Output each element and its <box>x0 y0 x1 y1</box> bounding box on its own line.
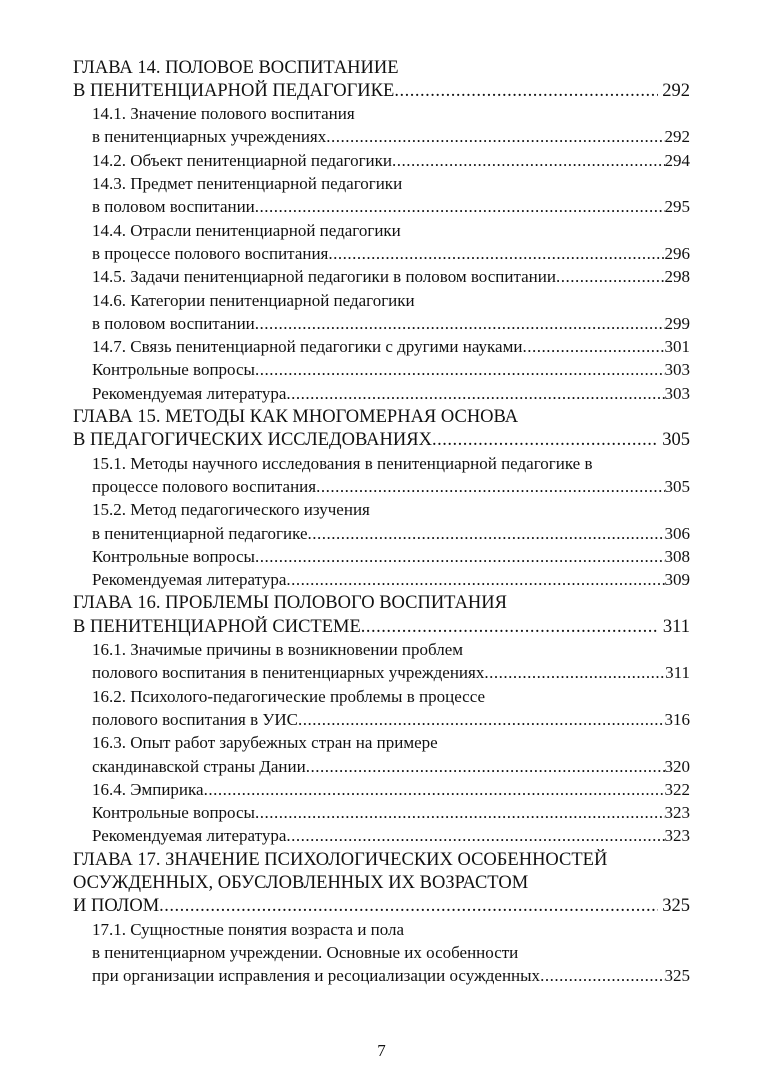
toc-section-line <box>92 639 690 661</box>
toc-entry-title: Контрольные вопросы <box>92 546 255 566</box>
toc-entry-title: 16.1. Значимые причины в возникновении проблем <box>92 640 464 659</box>
toc-entry-title: Контрольные вопросы <box>92 360 255 380</box>
toc-entry-title: процессе полового воспитания <box>92 476 317 496</box>
toc-entry-title: 14.4. Отрасли пенитенциарной педагогики <box>92 220 401 240</box>
toc-section-line <box>92 686 690 708</box>
toc-entry-title: в пенитенциарном учреждении. Основные их особенности <box>92 942 519 962</box>
toc-entry-title: 15.1. Методы научного исследования в пенитенциарной педагогике в <box>92 453 593 473</box>
toc-entry-page: 323 <box>664 803 690 823</box>
toc-section-line <box>92 290 690 312</box>
toc-entry-title: ОСУЖДЕННЫХ, ОБУСЛОВЛЕННЫХ ИХ ВОЗРАСТОМ <box>73 873 529 893</box>
toc-leader-dots <box>255 196 665 218</box>
toc-entry-page: 305 <box>662 430 690 451</box>
toc-entry-page: 292 <box>664 127 690 147</box>
toc-entry-page: 325 <box>662 896 690 917</box>
toc-section-line <box>92 220 690 242</box>
toc-section-line <box>92 802 690 824</box>
toc-section-line <box>92 965 690 987</box>
toc-section-line <box>92 126 690 148</box>
toc-entry-page: 296 <box>664 243 690 263</box>
toc-leader-dots <box>484 662 665 684</box>
toc-leader-dots <box>392 150 665 172</box>
toc-entry-title: при организации исправления и ресоциализации осужденных <box>92 966 541 986</box>
toc-leader-dots <box>298 709 664 731</box>
toc-entry-title: 14.7. Связь пенитенциарной педагогики с другими науками <box>92 337 523 357</box>
toc-entry-page: 298 <box>664 267 690 287</box>
toc-section-line <box>92 662 690 684</box>
toc-section-line <box>92 569 690 591</box>
toc-entry-page: 305 <box>664 476 690 496</box>
toc-entry-page: 308 <box>664 546 690 566</box>
toc-entry-page: 316 <box>664 709 690 729</box>
toc-entry-page: 299 <box>664 313 690 333</box>
toc-entry-page: 322 <box>664 779 690 799</box>
toc-chapter-line <box>73 872 690 894</box>
toc-section-line <box>92 942 690 964</box>
toc-leader-dots <box>306 756 665 778</box>
toc-section-line <box>92 756 690 778</box>
toc-section-line <box>92 266 690 288</box>
toc-leader-dots <box>286 569 664 591</box>
toc-entry-title: 14.2. Объект пенитенциарной педагогики <box>92 150 392 170</box>
toc-leader-dots <box>522 336 664 358</box>
toc-entry-title: Контрольные вопросы <box>92 803 255 823</box>
toc-entry-title: И ПОЛОМ <box>73 896 160 917</box>
toc-entry-title: ГЛАВА 15. МЕТОДЫ КАК МНОГОМЕРНАЯ ОСНОВА <box>73 407 519 427</box>
toc-entry-page: 292 <box>662 80 690 101</box>
toc-section-line <box>92 173 690 195</box>
toc-entry-title: 14.3. Предмет пенитенциарной педагогики <box>92 174 403 193</box>
toc-chapter-line <box>73 406 690 428</box>
toc-entry-page: 311 <box>662 616 690 637</box>
toc-leader-dots <box>255 802 665 824</box>
toc-entry-page: 311 <box>665 663 690 683</box>
toc-entry-title: в половом воспитании <box>92 197 255 217</box>
toc-entry-title: В ПЕНИТЕНЦИАРНОЙ СИСТЕМЕ <box>73 616 361 637</box>
toc-entry-title: 16.2. Психолого-педагогические проблемы в процессе <box>92 686 486 706</box>
toc-section-line <box>92 196 690 218</box>
toc-section-line <box>92 919 690 941</box>
toc-entry-page: 301 <box>664 337 690 357</box>
toc-section-line <box>92 313 690 335</box>
toc-section-line <box>92 453 690 475</box>
toc-entry-title: Рекомендуемая литература <box>92 383 287 403</box>
toc-section-line <box>92 825 690 847</box>
toc-section-line <box>92 709 690 731</box>
toc-chapter-line <box>73 592 690 614</box>
toc-section-line <box>92 546 690 568</box>
toc-entry-page: 303 <box>664 360 690 380</box>
toc-leader-dots <box>316 476 664 498</box>
toc-leader-dots <box>540 965 664 987</box>
toc-entry-page: 309 <box>664 570 690 590</box>
toc-leader-dots <box>328 243 664 265</box>
toc-section-line <box>92 523 690 545</box>
toc-entry-title: 14.5. Задачи пенитенциарной педагогики в половом воспитании <box>92 267 556 287</box>
toc-entry-page: 295 <box>664 197 690 217</box>
toc-section-line <box>92 476 690 498</box>
toc-entry-title: ГЛАВА 14. ПОЛОВОЕ ВОСПИТАНИИЕ <box>73 57 399 78</box>
toc-entry-title: скандинавской страны Дании <box>92 756 306 776</box>
toc-entry-title: ГЛАВА 17. ЗНАЧЕНИЕ ПСИХОЛОГИЧЕСКИХ ОСОБЕННОСТЕЙ <box>73 849 608 870</box>
toc-leader-dots <box>432 429 658 451</box>
toc-entry-title: в процессе полового воспитания <box>92 243 329 263</box>
toc-section-line <box>92 779 690 801</box>
toc-entry-title: 16.3. Опыт работ зарубежных стран на примере <box>92 733 438 753</box>
toc-entry-title: Рекомендуемая литература <box>92 826 287 846</box>
toc-section-line <box>92 732 690 754</box>
toc-leader-dots <box>394 80 658 102</box>
toc-section-line <box>92 359 690 381</box>
toc-entry-title: в половом воспитании <box>92 313 255 333</box>
toc-entry-title: В ПЕДАГОГИЧЕСКИХ ИССЛЕДОВАНИЯХ <box>73 430 432 451</box>
toc-entry-title: В ПЕНИТЕНЦИАРНОЙ ПЕДАГОГИКЕ <box>73 80 395 101</box>
toc-entry-title: 17.1. Сущностные понятия возраста и пола <box>92 919 405 939</box>
toc-chapter-line <box>73 57 690 79</box>
toc-entry-title: полового воспитания в пенитенциарных учреждениях <box>92 663 485 683</box>
toc-leader-dots <box>361 616 659 638</box>
toc-section-line <box>92 150 690 172</box>
toc-entry-title: 15.2. Метод педагогического изучения <box>92 500 370 520</box>
toc-chapter-line <box>73 895 690 917</box>
toc-leader-dots <box>556 266 665 288</box>
toc-entry-title: ГЛАВА 16. ПРОБЛЕМЫ ПОЛОВОГО ВОСПИТАНИЯ <box>73 593 507 614</box>
toc-entry-title: 16.4. Эмпирика <box>92 779 204 799</box>
toc-entry-page: 306 <box>664 523 690 543</box>
toc-leader-dots <box>255 359 665 381</box>
toc-section-line <box>92 499 690 521</box>
toc-leader-dots <box>326 126 664 148</box>
toc-leader-dots <box>255 313 665 335</box>
toc-section-line <box>92 243 690 265</box>
toc-leader-dots <box>308 523 665 545</box>
toc-entry-title: 14.6. Категории пенитенциарной педагогики <box>92 290 415 310</box>
toc-leader-dots <box>286 383 664 405</box>
toc-entry-title: в пенитенциарных учреждениях <box>92 127 327 147</box>
toc-entry-title: в пенитенциарной педагогике <box>92 523 308 543</box>
toc-chapter-line <box>73 429 690 451</box>
toc-entry-title: 14.1. Значение полового воспитания <box>92 104 355 124</box>
toc-leader-dots <box>204 779 665 801</box>
toc-leader-dots <box>159 895 658 917</box>
toc-entry-page: 303 <box>664 383 690 403</box>
toc-chapter-line <box>73 616 690 638</box>
toc-chapter-line <box>73 849 690 871</box>
toc-section-line <box>92 383 690 405</box>
toc-entry-page: 323 <box>664 826 690 846</box>
page-number: 7 <box>377 1041 386 1060</box>
toc-entry-title: полового воспитания в УИС <box>92 709 299 729</box>
toc-chapter-line <box>73 80 690 102</box>
toc-entry-page: 294 <box>664 150 690 170</box>
toc-entry-page: 325 <box>664 966 690 986</box>
toc-leader-dots <box>255 546 665 568</box>
toc-leader-dots <box>286 825 664 847</box>
toc-section-line <box>92 103 690 125</box>
toc-entry-page: 320 <box>664 756 690 776</box>
toc-section-line <box>92 336 690 358</box>
toc-entry-title: Рекомендуемая литература <box>92 570 287 590</box>
